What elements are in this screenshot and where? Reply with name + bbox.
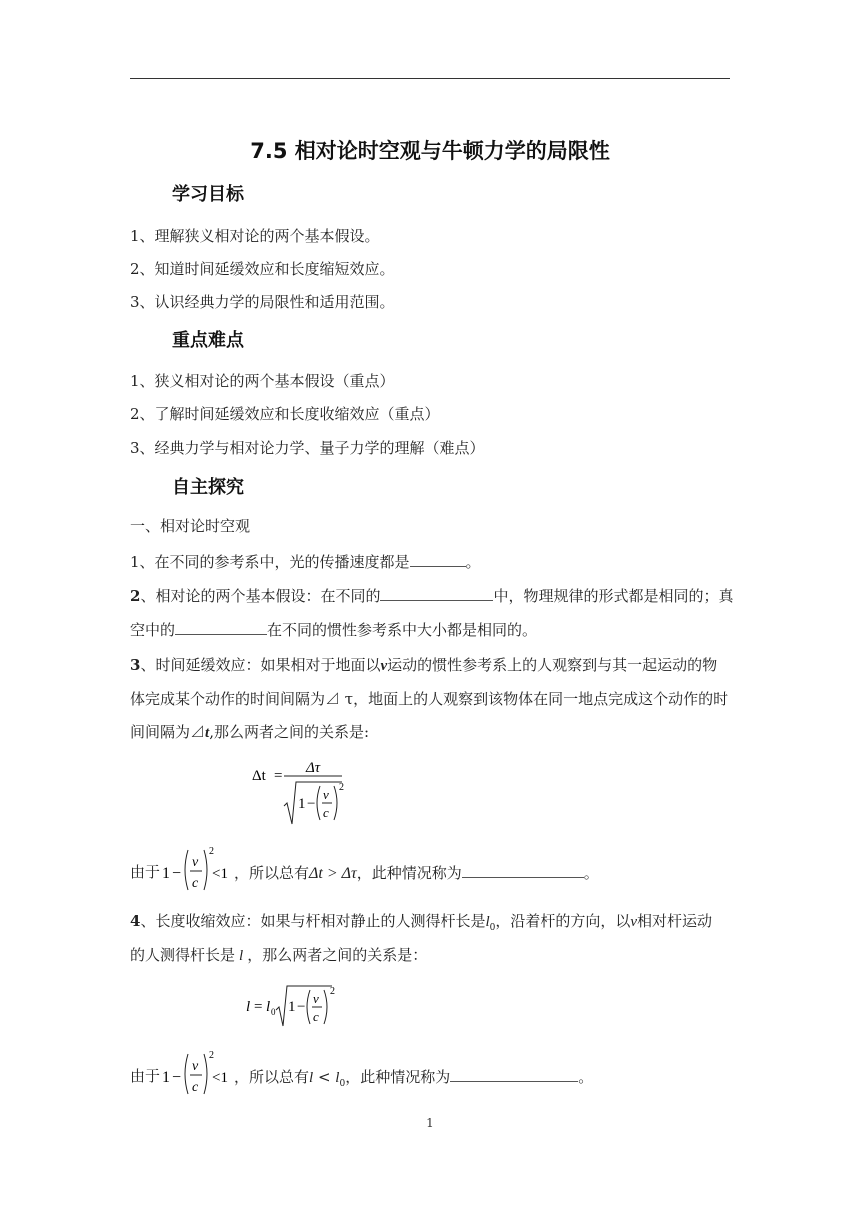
- answer-blank[interactable]: [462, 862, 584, 878]
- since-rel-lt: <: [313, 1068, 336, 1086]
- expr-minus: −: [172, 865, 182, 882]
- formula-v: v: [313, 991, 319, 1006]
- since-mid: ，所以总有: [234, 864, 310, 882]
- q1-end: 。: [465, 553, 481, 571]
- q4-text: ，沿着杆的方向，以: [495, 912, 631, 930]
- expr-one: 1: [162, 865, 170, 882]
- expr-lt-one: <1: [212, 866, 228, 882]
- formula-sub0: 0: [271, 1007, 276, 1017]
- since-prefix: 由于: [130, 1067, 161, 1085]
- q4-text: 相对杆运动: [637, 912, 713, 930]
- keypoint-item: 2、了解时间延缓效应和长度收缩效应（重点）: [130, 405, 440, 423]
- q3-text: 间间隔为⊿: [130, 723, 206, 741]
- paren-right: [334, 786, 337, 820]
- expr-exponent: 2: [209, 846, 214, 857]
- q4-number: 4: [130, 912, 141, 930]
- since-prefix: 由于: [130, 863, 161, 881]
- objective-item: 1、理解狭义相对论的两个基本假设。: [130, 227, 380, 245]
- expr-v: v: [192, 855, 199, 870]
- q2-text: 中，物理规律的形式都是相同的；真: [493, 587, 734, 605]
- question-3-line-1: [130, 655, 717, 676]
- paren-left: [185, 1054, 188, 1094]
- expr-lt-one: <1: [212, 1070, 228, 1086]
- paren-right: [204, 1054, 207, 1094]
- question-2-line-1: [130, 585, 733, 606]
- question-4-line-1: [130, 911, 712, 938]
- since-rel-l0: l: [335, 1070, 340, 1086]
- header-rule: [130, 78, 730, 79]
- formula-exponent: 2: [339, 782, 344, 793]
- formula-exponent: 2: [330, 986, 335, 997]
- since-rest: [234, 862, 599, 884]
- question-4-line-2: [130, 945, 427, 966]
- since-rest: [234, 1066, 593, 1094]
- q3-text: 、时间延缓效应：如果相对于地面以: [140, 656, 381, 674]
- heading-keypoints: 重点难点: [172, 330, 244, 351]
- expr-c: c: [192, 1080, 199, 1095]
- ratio-expression: [160, 842, 234, 894]
- formula-numerator: Δτ: [306, 760, 321, 776]
- q3-number: 3: [130, 656, 141, 674]
- q3-text: 运动的惯性参考系上的人观察到与其一起运动的物: [387, 656, 718, 674]
- since-relation: Δt > Δτ: [309, 865, 357, 882]
- formula-minus: −: [297, 999, 306, 1015]
- question-3-line-2: 体完成某个动作的时间间隔为⊿ τ，地面上的人观察到该物体在同一地点完成这个动作的时: [130, 690, 729, 708]
- since-end: 。: [578, 1068, 594, 1086]
- paren-right: [204, 850, 207, 890]
- question-1: [130, 551, 481, 572]
- since-tail: ，此种情况称为: [356, 864, 462, 882]
- page-title: 7.5 相对论时空观与牛顿力学的局限性: [250, 139, 610, 163]
- formula-c: c: [313, 1009, 319, 1024]
- q3-var-v: v: [380, 658, 388, 674]
- answer-blank[interactable]: [175, 619, 267, 635]
- answer-blank[interactable]: [410, 551, 466, 567]
- page-number: 1: [426, 1116, 434, 1130]
- q2-text: 空中的: [130, 621, 176, 639]
- since-tail: ，此种情况称为: [345, 1068, 451, 1086]
- q4-text: ，那么两者之间的关系是：: [247, 946, 428, 964]
- since-mid: ，所以总有: [234, 1068, 310, 1086]
- q2-text: 在不同的惯性参考系中大小都是相同的。: [267, 621, 538, 639]
- answer-blank[interactable]: [450, 1066, 578, 1082]
- formula-v: v: [323, 787, 329, 802]
- paren-left: [307, 990, 310, 1024]
- q3-text: ,那么两者之间的关系是:: [209, 723, 370, 741]
- formula-lhs: Δt: [252, 768, 266, 784]
- length-contraction-formula: [244, 980, 344, 1032]
- expr-c: c: [192, 876, 199, 891]
- expr-minus: −: [172, 1069, 182, 1086]
- length-contraction-conclusion: [130, 1046, 730, 1098]
- paren-right: [324, 990, 327, 1024]
- q3-var-t: t: [205, 725, 210, 741]
- formula-one: 1: [298, 796, 306, 812]
- keypoint-item: 1、狭义相对论的两个基本假设（重点）: [130, 372, 395, 390]
- answer-blank[interactable]: [380, 585, 493, 601]
- time-dilation-conclusion: [130, 842, 730, 894]
- q2-text: 、相对论的两个基本假设：在不同的: [140, 587, 381, 605]
- formula-minus: −: [307, 796, 316, 812]
- keypoint-item: 3、经典力学与相对论力学、量子力学的理解（难点）: [130, 439, 485, 457]
- expr-exponent: 2: [209, 1050, 214, 1061]
- expr-one: 1: [162, 1069, 170, 1086]
- q4-var-l: l: [239, 948, 244, 964]
- since-rel-l: l: [309, 1070, 314, 1086]
- ratio-expression: [160, 1046, 234, 1098]
- q2-number: 2: [130, 587, 141, 605]
- objective-item: 3、认识经典力学的局限性和适用范围。: [130, 293, 395, 311]
- question-2-line-2: [130, 619, 537, 640]
- q4-text: 、长度收缩效应：如果与杆相对静止的人测得杆长是: [140, 912, 486, 930]
- objective-item: 2、知道时间延缓效应和长度缩短效应。: [130, 260, 395, 278]
- formula-one: 1: [288, 999, 296, 1015]
- q4-var-l0: l: [485, 914, 490, 930]
- subheading-spacetime: 一、相对论时空观: [130, 517, 251, 535]
- formula-equals: =: [274, 768, 283, 784]
- heading-explore: 自主探究: [172, 477, 244, 498]
- q1-text: 1、在不同的参考系中，光的传播速度都是: [130, 553, 410, 571]
- question-3-line-3: [130, 722, 369, 743]
- formula-l0: l: [266, 999, 271, 1015]
- paren-left: [317, 786, 320, 820]
- formula-lhs: l: [246, 999, 251, 1015]
- formula-equals: =: [254, 999, 263, 1015]
- paren-left: [185, 850, 188, 890]
- formula-c: c: [323, 805, 329, 820]
- q4-text: 的人测得杆长是: [130, 946, 236, 964]
- q4-var-v: v: [630, 914, 638, 930]
- time-dilation-formula: [250, 754, 360, 830]
- since-rel-sub0: 0: [339, 1079, 346, 1089]
- since-end: 。: [583, 864, 599, 882]
- heading-objectives: 学习目标: [172, 184, 244, 205]
- expr-v: v: [192, 1059, 199, 1074]
- q4-sub0: 0: [489, 923, 496, 933]
